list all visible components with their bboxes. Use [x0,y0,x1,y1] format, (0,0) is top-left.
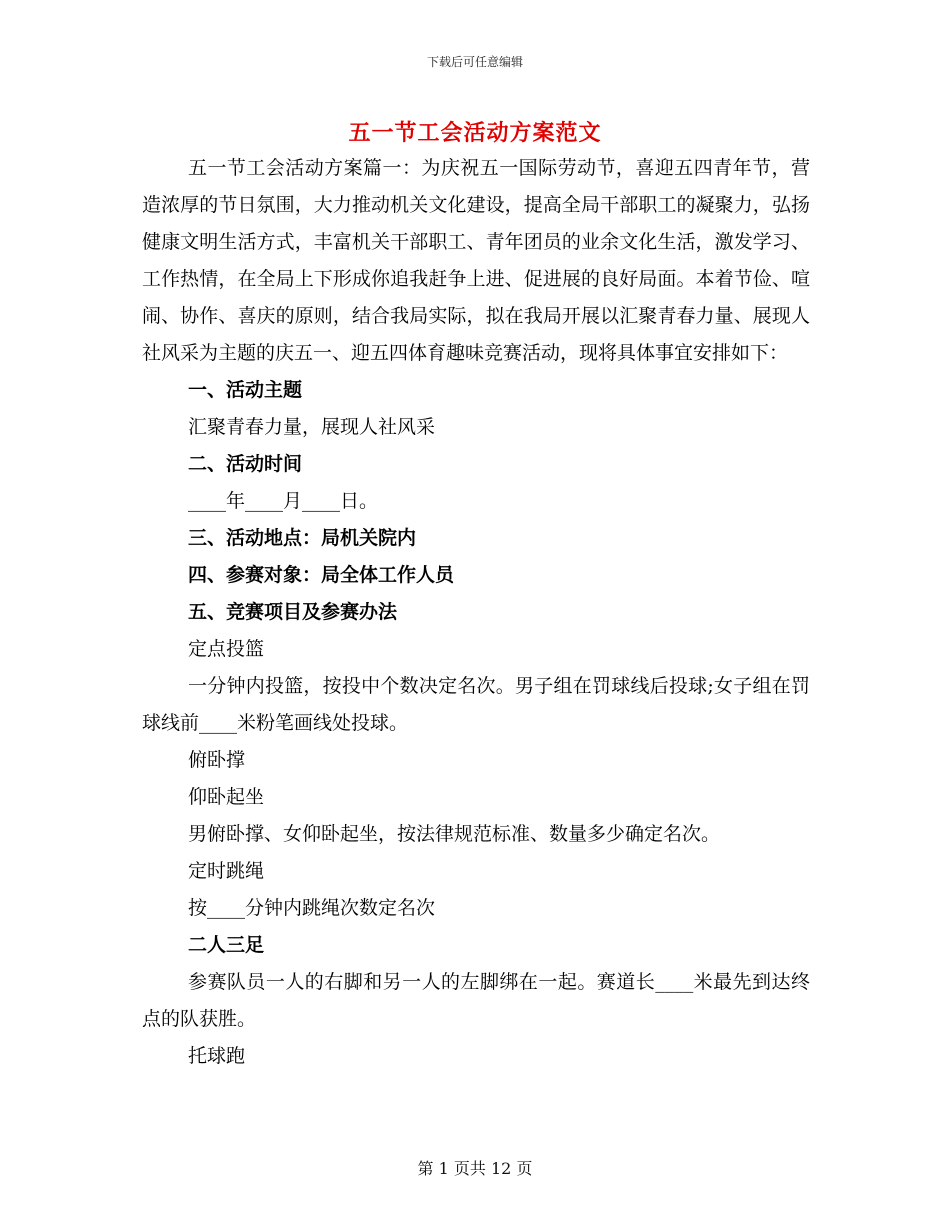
document-title: 五一节工会活动方案范文 [348,120,602,146]
event-pushup-situp-rules: 男俯卧撑、女仰卧起坐，按法律规范标准、数量多少确定名次。 [188,823,721,845]
document-body [142,150,810,1075]
event-basketball-rules: 一分钟内投篮，按投中个数决定名次。男子组在罚球线后投球;女子组在罚球线前____米粉笔画线处投球。 [142,675,810,734]
page-footer: 第 1 页共 12 页 [417,1159,533,1178]
section-heading-theme: 一、活动主题 [188,379,303,401]
section-heading-participants: 四、参赛对象：局全体工作人员 [188,564,455,586]
intro-paragraph: 五一节工会活动方案篇一：为庆祝五一国际劳动节，喜迎五四青年节，营造浓厚的节日氛围，大力推动机关文化建设，提高全局干部职工的凝聚力，弘扬健康文明生活方式，丰富机关干部职工、青年团员的业余文化生活，激发学习、工作热情，在全局上下形成你追我赶争上进、促进展的良好局面。本着节俭、喧闹、协作、喜庆的原则，结合我局实际，拟在我局开展以汇聚青春力量、展现人社风采为主题的庆五一、迎五四体育趣味竞赛活动，现将具体事宜安排如下： [142,157,810,364]
page-header: 下载后可任意编辑 [426,55,523,69]
section-heading-events: 五、竞赛项目及参赛办法 [188,601,398,623]
event-three-legged-title: 二人三足 [188,934,265,956]
event-ball-run-title: 托球跑 [188,1045,246,1067]
event-three-legged-rules: 参赛队员一人的右脚和另一人的左脚绑在一起。赛道长____米最先到达终点的队获胜。 [142,971,810,1030]
event-basketball-title: 定点投篮 [188,638,265,660]
event-jumprope-rules: 按____分钟内跳绳次数定名次 [188,897,436,919]
time-text: ____年____月____日。 [188,490,379,512]
section-heading-location: 三、活动地点：局机关院内 [188,527,417,549]
event-situp-title: 仰卧起坐 [188,786,265,808]
section-heading-time: 二、活动时间 [188,453,303,475]
theme-text: 汇聚青春力量，展现人社风采 [188,416,436,438]
event-pushup-title: 俯卧撑 [188,749,246,771]
event-jumprope-title: 定时跳绳 [188,860,265,882]
